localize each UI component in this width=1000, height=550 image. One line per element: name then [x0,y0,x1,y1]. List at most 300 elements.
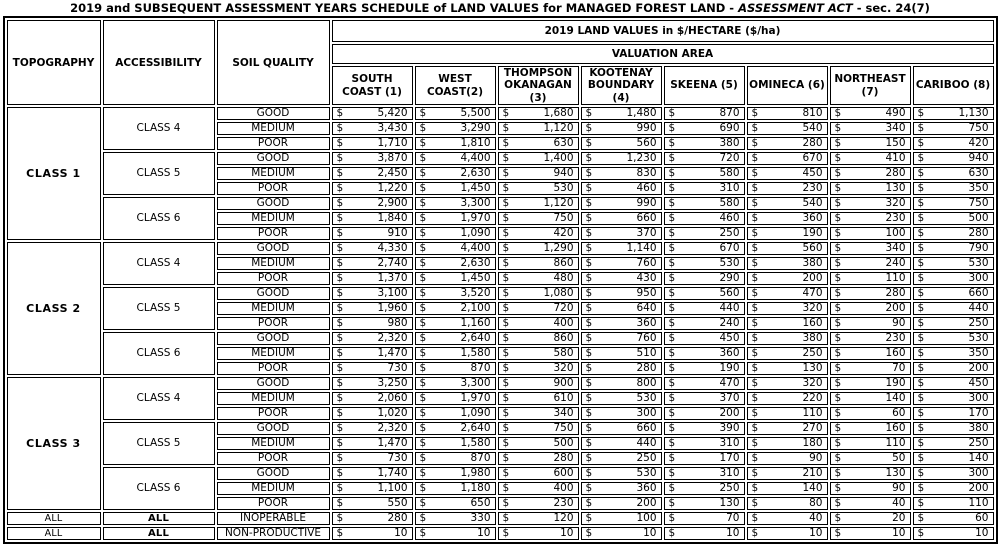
value-cell [332,527,413,540]
soil-quality-cell: POOR [217,137,330,150]
value-cell [747,197,828,210]
land-value: 1,140 [626,242,657,255]
title-prefix: 2019 and SUBSEQUENT ASSESSMENT YEARS SCHEDULE of LAND VALUES for MANAGED FOREST LAND - [70,1,739,15]
land-value: 530 [719,257,740,270]
value-cell [498,527,579,540]
dollar-sign: $ [668,272,676,285]
dollar-sign: $ [419,317,427,330]
value-cell [913,452,994,465]
value-cell [415,122,496,135]
value-cell [581,212,662,225]
soil-quality-cell: POOR [217,227,330,240]
dollar-sign: $ [336,152,344,165]
value-cell [332,377,413,390]
land-value: 140 [885,392,906,405]
table-header [7,20,994,105]
value-cell [332,242,413,255]
land-value: 300 [968,272,989,285]
value-cell [415,272,496,285]
dollar-sign: $ [668,347,676,360]
dollar-sign: $ [336,512,344,525]
col-header-south-coast: SOUTH COAST (1) [332,66,413,105]
value-cell [415,452,496,465]
value-cell [747,317,828,330]
value-cell [747,257,828,270]
dollar-sign: $ [751,527,759,540]
soil-quality-cell: MEDIUM [217,122,330,135]
value-cell [830,107,911,120]
dollar-sign: $ [585,242,593,255]
value-cell [830,167,911,180]
dollar-sign: $ [917,107,925,120]
dollar-sign: $ [502,362,510,375]
dollar-sign: $ [585,122,593,135]
dollar-sign: $ [419,512,427,525]
dollar-sign: $ [419,527,427,540]
dollar-sign: $ [585,302,593,315]
value-cell [581,422,662,435]
land-value: 360 [636,317,657,330]
dollar-sign: $ [502,257,510,270]
land-value: 140 [968,452,989,465]
land-value: 250 [719,482,740,495]
land-value: 120 [553,512,574,525]
land-value: 10 [892,527,906,540]
value-cell [913,467,994,480]
land-value: 390 [719,422,740,435]
land-value: 230 [885,212,906,225]
value-cell [415,287,496,300]
value-cell [498,272,579,285]
soil-quality-cell: GOOD [217,422,330,435]
dollar-sign: $ [751,107,759,120]
dollar-sign: $ [585,272,593,285]
dollar-sign: $ [585,392,593,405]
dollar-sign: $ [502,302,510,315]
dollar-sign: $ [917,257,925,270]
land-value: 2,060 [377,392,408,405]
value-cell [581,332,662,345]
accessibility-cell: CLASS 4 [103,107,215,150]
value-cell [581,392,662,405]
land-value: 560 [636,137,657,150]
value-cell [830,287,911,300]
land-value: 380 [802,332,823,345]
dollar-sign: $ [834,122,842,135]
land-value: 1,160 [460,317,491,330]
value-cell [830,422,911,435]
land-value: 110 [885,437,906,450]
dollar-sign: $ [336,377,344,390]
dollar-sign: $ [585,497,593,510]
land-value: 530 [636,392,657,405]
value-cell [415,197,496,210]
land-value: 1,580 [460,437,491,450]
land-value: 440 [636,437,657,450]
accessibility-cell: ALL [103,512,215,525]
land-value: 3,250 [377,377,408,390]
dollar-sign: $ [336,122,344,135]
value-cell [664,407,745,420]
land-value: 560 [719,287,740,300]
land-value: 2,900 [377,197,408,210]
dollar-sign: $ [668,482,676,495]
dollar-sign: $ [917,332,925,345]
dollar-sign: $ [585,437,593,450]
dollar-sign: $ [502,122,510,135]
land-value: 3,520 [460,287,491,300]
land-value: 790 [968,242,989,255]
dollar-sign: $ [502,152,510,165]
land-value: 750 [553,422,574,435]
value-cell [415,257,496,270]
land-value: 10 [560,527,574,540]
dollar-sign: $ [585,512,593,525]
land-value: 440 [968,302,989,315]
dollar-sign: $ [336,197,344,210]
soil-quality-cell: MEDIUM [217,437,330,450]
dollar-sign: $ [336,437,344,450]
dollar-sign: $ [419,287,427,300]
value-cell [830,362,911,375]
value-cell [664,482,745,495]
land-value: 470 [802,287,823,300]
value-cell [664,377,745,390]
soil-quality-cell: MEDIUM [217,167,330,180]
accessibility-cell: CLASS 5 [103,287,215,330]
col-header-omineca: OMINECA (6) [747,66,828,105]
dollar-sign: $ [668,437,676,450]
col-header-topography: TOPOGRAPHY [7,20,101,105]
page-title [0,0,1000,16]
land-value: 630 [968,167,989,180]
dollar-sign: $ [751,227,759,240]
land-value: 320 [885,197,906,210]
land-value: 110 [968,497,989,510]
dollar-sign: $ [834,242,842,255]
land-value: 1,120 [543,122,574,135]
land-value: 60 [975,512,989,525]
land-value: 240 [719,317,740,330]
value-cell [830,122,911,135]
dollar-sign: $ [585,407,593,420]
land-value: 280 [885,167,906,180]
land-value: 2,100 [460,302,491,315]
dollar-sign: $ [585,527,593,540]
dollar-sign: $ [834,107,842,120]
land-value: 660 [968,287,989,300]
land-value: 750 [968,122,989,135]
dollar-sign: $ [917,377,925,390]
value-cell [664,437,745,450]
land-values-header: 2019 LAND VALUES in $/HECTARE ($/ha) [332,20,994,42]
land-value: 140 [802,482,823,495]
dollar-sign: $ [336,227,344,240]
value-cell [664,257,745,270]
dollar-sign: $ [502,212,510,225]
dollar-sign: $ [502,437,510,450]
dollar-sign: $ [751,212,759,225]
dollar-sign: $ [585,152,593,165]
value-cell [332,482,413,495]
dollar-sign: $ [668,212,676,225]
land-value: 640 [636,302,657,315]
value-cell [498,212,579,225]
table-row [7,512,994,525]
dollar-sign: $ [336,182,344,195]
value-cell [332,107,413,120]
land-value: 1,090 [460,407,491,420]
land-value: 200 [802,272,823,285]
value-cell [332,347,413,360]
dollar-sign: $ [834,437,842,450]
land-value: 410 [885,152,906,165]
land-value: 760 [636,257,657,270]
dollar-sign: $ [668,407,676,420]
dollar-sign: $ [419,347,427,360]
value-cell [830,302,911,315]
value-cell [747,437,828,450]
dollar-sign: $ [419,257,427,270]
dollar-sign: $ [751,482,759,495]
land-value: 670 [719,242,740,255]
value-cell [747,107,828,120]
dollar-sign: $ [336,332,344,345]
value-cell [913,317,994,330]
dollar-sign: $ [834,197,842,210]
land-value: 1,810 [460,137,491,150]
dollar-sign: $ [502,467,510,480]
land-value: 280 [387,512,408,525]
value-cell [830,137,911,150]
value-cell [664,167,745,180]
value-cell [498,197,579,210]
value-cell [332,227,413,240]
value-cell [830,152,911,165]
value-cell [913,482,994,495]
dollar-sign: $ [917,482,925,495]
dollar-sign: $ [419,332,427,345]
dollar-sign: $ [336,257,344,270]
value-cell [498,512,579,525]
value-cell [913,377,994,390]
dollar-sign: $ [668,467,676,480]
value-cell [415,107,496,120]
dollar-sign: $ [502,377,510,390]
dollar-sign: $ [917,527,925,540]
value-cell [581,242,662,255]
value-cell [332,212,413,225]
dollar-sign: $ [585,182,593,195]
soil-quality-cell: POOR [217,317,330,330]
land-value: 910 [387,227,408,240]
land-value: 460 [636,182,657,195]
dollar-sign: $ [502,332,510,345]
value-cell [332,452,413,465]
dollar-sign: $ [834,527,842,540]
value-cell [415,407,496,420]
value-cell [747,302,828,315]
dollar-sign: $ [751,377,759,390]
land-value: 160 [885,422,906,435]
land-value: 310 [719,437,740,450]
land-value: 2,640 [460,332,491,345]
value-cell [913,197,994,210]
value-cell [664,332,745,345]
dollar-sign: $ [834,422,842,435]
land-value: 340 [885,122,906,135]
dollar-sign: $ [585,347,593,360]
value-cell [332,422,413,435]
dollar-sign: $ [917,182,925,195]
land-value: 200 [968,362,989,375]
land-value: 70 [726,512,740,525]
dollar-sign: $ [834,512,842,525]
value-cell [830,482,911,495]
dollar-sign: $ [917,227,925,240]
land-value: 400 [553,317,574,330]
land-value: 450 [968,377,989,390]
value-cell [415,497,496,510]
dollar-sign: $ [751,332,759,345]
land-value: 800 [636,377,657,390]
soil-quality-cell: GOOD [217,152,330,165]
dollar-sign: $ [419,362,427,375]
dollar-sign: $ [917,392,925,405]
dollar-sign: $ [419,197,427,210]
accessibility-cell: CLASS 6 [103,467,215,510]
value-cell [913,227,994,240]
value-cell [498,107,579,120]
value-cell [664,497,745,510]
value-cell [664,347,745,360]
value-cell [581,467,662,480]
value-cell [581,362,662,375]
topography-cell: ALL [7,527,101,540]
value-cell [498,377,579,390]
dollar-sign: $ [419,182,427,195]
dollar-sign: $ [336,272,344,285]
dollar-sign: $ [751,257,759,270]
dollar-sign: $ [419,227,427,240]
dollar-sign: $ [668,242,676,255]
value-cell [581,122,662,135]
value-cell [913,302,994,315]
dollar-sign: $ [419,212,427,225]
dollar-sign: $ [917,347,925,360]
dollar-sign: $ [917,212,925,225]
land-value: 550 [387,497,408,510]
value-cell [581,137,662,150]
land-value: 480 [553,272,574,285]
land-value: 380 [802,257,823,270]
value-cell [664,362,745,375]
dollar-sign: $ [917,137,925,150]
land-value: 20 [892,512,906,525]
dollar-sign: $ [917,287,925,300]
value-cell [830,272,911,285]
land-value: 730 [387,362,408,375]
value-cell [415,182,496,195]
land-value: 980 [387,317,408,330]
dollar-sign: $ [336,527,344,540]
dollar-sign: $ [917,197,925,210]
value-cell [581,287,662,300]
value-cell [498,242,579,255]
value-cell [415,392,496,405]
value-cell [498,317,579,330]
dollar-sign: $ [336,482,344,495]
dollar-sign: $ [336,392,344,405]
value-cell [913,182,994,195]
dollar-sign: $ [668,107,676,120]
land-value: 130 [719,497,740,510]
dollar-sign: $ [917,437,925,450]
value-cell [913,212,994,225]
land-value: 5,500 [460,107,491,120]
land-value: 350 [968,182,989,195]
land-value: 750 [968,197,989,210]
land-value: 310 [719,182,740,195]
value-cell [415,512,496,525]
land-value: 2,450 [377,167,408,180]
value-cell [830,392,911,405]
value-cell [913,347,994,360]
value-cell [581,302,662,315]
accessibility-cell: CLASS 6 [103,197,215,240]
land-value: 280 [636,362,657,375]
land-value: 400 [553,482,574,495]
dollar-sign: $ [834,497,842,510]
soil-quality-cell: MEDIUM [217,302,330,315]
dollar-sign: $ [585,317,593,330]
value-cell [498,347,579,360]
land-value: 230 [885,332,906,345]
dollar-sign: $ [336,497,344,510]
dollar-sign: $ [834,362,842,375]
dollar-sign: $ [502,137,510,150]
value-cell [498,302,579,315]
soil-quality-cell: GOOD [217,467,330,480]
dollar-sign: $ [917,167,925,180]
value-cell [332,122,413,135]
land-value: 1,960 [377,302,408,315]
dollar-sign: $ [751,182,759,195]
land-value: 760 [636,332,657,345]
dollar-sign: $ [336,347,344,360]
dollar-sign: $ [502,407,510,420]
land-value: 300 [968,467,989,480]
land-value: 430 [636,272,657,285]
land-value: 1,400 [543,152,574,165]
value-cell [664,527,745,540]
dollar-sign: $ [419,137,427,150]
value-cell [581,167,662,180]
land-value: 250 [968,437,989,450]
value-cell [830,182,911,195]
dollar-sign: $ [917,317,925,330]
value-cell [581,152,662,165]
value-cell [913,137,994,150]
soil-quality-cell: GOOD [217,287,330,300]
dollar-sign: $ [668,332,676,345]
value-cell [664,122,745,135]
accessibility-cell: CLASS 4 [103,377,215,420]
land-value: 660 [636,422,657,435]
dollar-sign: $ [668,137,676,150]
value-cell [581,377,662,390]
col-header-thompson-okanagan: THOMPSON OKANAGAN (3) [498,66,579,105]
